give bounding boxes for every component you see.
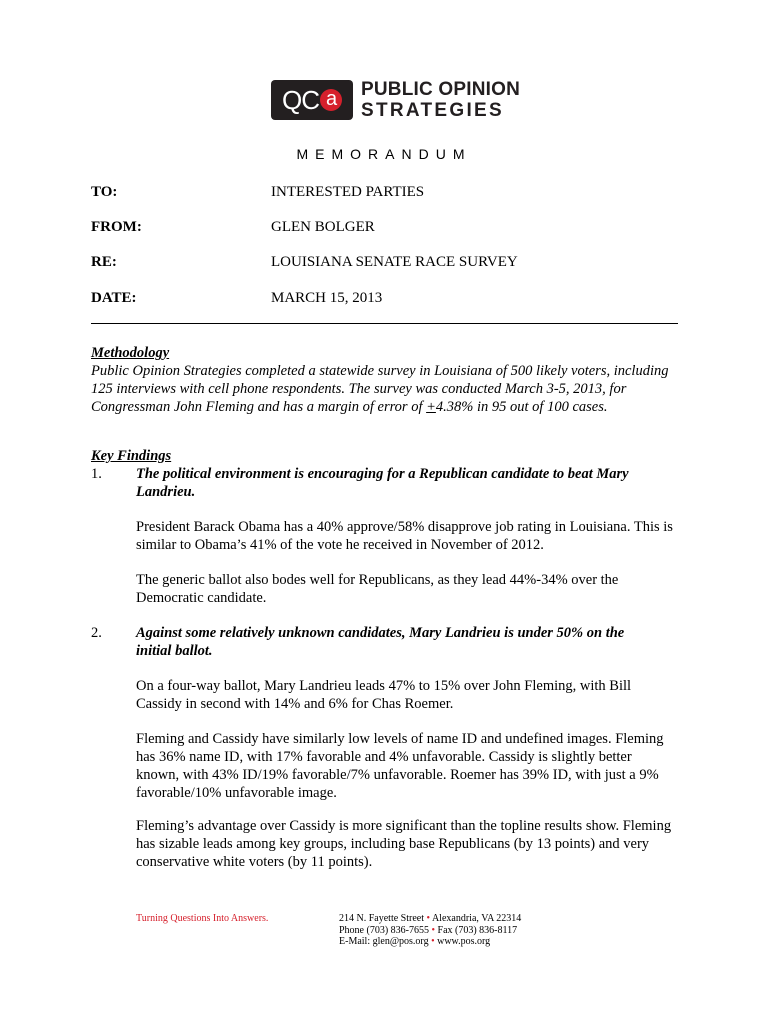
finding-1-paragraph-1: President Barack Obama has a 40% approve/58% disapprove job rating in Louisiana. This is similar to Obama’s 41% of the vote he received in November of 2012. (136, 519, 673, 553)
from-value: GLEN BOLGER (271, 219, 375, 235)
re-value: LOUISIANA SENATE RACE SURVEY (271, 254, 518, 270)
logo-mark (271, 80, 353, 120)
methodology-text (91, 362, 691, 416)
finding-2-paragraph-1: On a four-way ballot, Mary Landrieu leads 47% to 15% over John Fleming, with Bill Cassidy in second with 14% and 6% for Chas Roemer. (136, 678, 632, 712)
logo-line-2: STRATEGIES (361, 100, 504, 121)
key-findings-section (91, 447, 691, 465)
logo-wordmark (361, 80, 520, 120)
finding-number: 1. (91, 466, 102, 482)
methodology-section (91, 344, 691, 416)
footer-phone-line (339, 925, 521, 937)
footer-contact (339, 913, 521, 948)
email-link[interactable]: E-Mail: glen@pos.org (339, 936, 429, 947)
date-label: DATE: (91, 290, 137, 306)
company-logo (271, 80, 520, 120)
phone-number: Phone (703) 836-7655 (339, 924, 429, 936)
methodology-text-before: Public Opinion Strategies completed a statewide survey in Louisiana of 500 likely voters, including 125 interviews with cell phone respondents. The survey was conducted March 3-5, 2013, for Congressman John Fleming and has a margin of error of (91, 363, 669, 415)
finding-2-paragraph-3: Fleming’s advantage over Cassidy is more significant than the topline results show. Fleming has sizable leads among key groups, including base Republicans (by 13 points) and very conservative white voters (by 11 points). (136, 818, 672, 870)
fax-number: Fax (703) 836-8117 (437, 924, 518, 936)
finding-title: Against some relatively unknown candidates, Mary Landrieu is under 50% on the initial ballot. (136, 625, 625, 659)
city-address: Alexandria, VA 22314 (431, 913, 522, 924)
bullet-separator: • (426, 913, 430, 924)
plus-minus-sign: + (426, 399, 436, 415)
finding-1-paragraph-2: The generic ballot also bodes well for Republicans, as they lead 44%-34% over the Democratic candidate. (136, 572, 619, 606)
street-address: 214 N. Fayette Street (339, 913, 424, 924)
to-label: TO: (91, 184, 118, 200)
key-findings-heading: Key Findings (91, 448, 172, 464)
website-link[interactable]: www.pos.org (437, 936, 491, 947)
methodology-heading: Methodology (91, 345, 170, 361)
header-divider (91, 323, 678, 324)
logo-mark-letters: QC (282, 84, 319, 115)
memo-title: MEMORANDUM (296, 146, 472, 162)
footer-tagline: Turning Questions Into Answers. (136, 913, 269, 924)
finding-number: 2. (91, 625, 102, 641)
from-label: FROM: (91, 219, 142, 235)
logo-mark-accent: a (320, 89, 342, 111)
re-label: RE: (91, 254, 117, 270)
to-value: INTERESTED PARTIES (271, 184, 425, 200)
finding-2-paragraph-2: Fleming and Cassidy have similarly low levels of name ID and undefined images. Fleming has 36% name ID, with 17% favorable and 4% unfavorable. Cassidy is slightly better known, with 43% ID/19% favorable/7% unfavorable. Roemer has 39% ID, with just a 9% favorable/10% unfavorable image. (136, 731, 664, 801)
bullet-separator: • (431, 924, 436, 936)
footer-address-line (339, 913, 521, 925)
logo-line-1: PUBLIC OPINION (361, 79, 521, 100)
finding-title: The political environment is encouraging for a Republican candidate to beat Mary Landrieu. (136, 466, 629, 500)
methodology-text-after: 4.38% in 95 out of 100 cases. (435, 399, 608, 415)
date-value: MARCH 15, 2013 (271, 290, 383, 306)
bullet-separator: • (431, 936, 435, 947)
footer-web-line (339, 936, 521, 948)
